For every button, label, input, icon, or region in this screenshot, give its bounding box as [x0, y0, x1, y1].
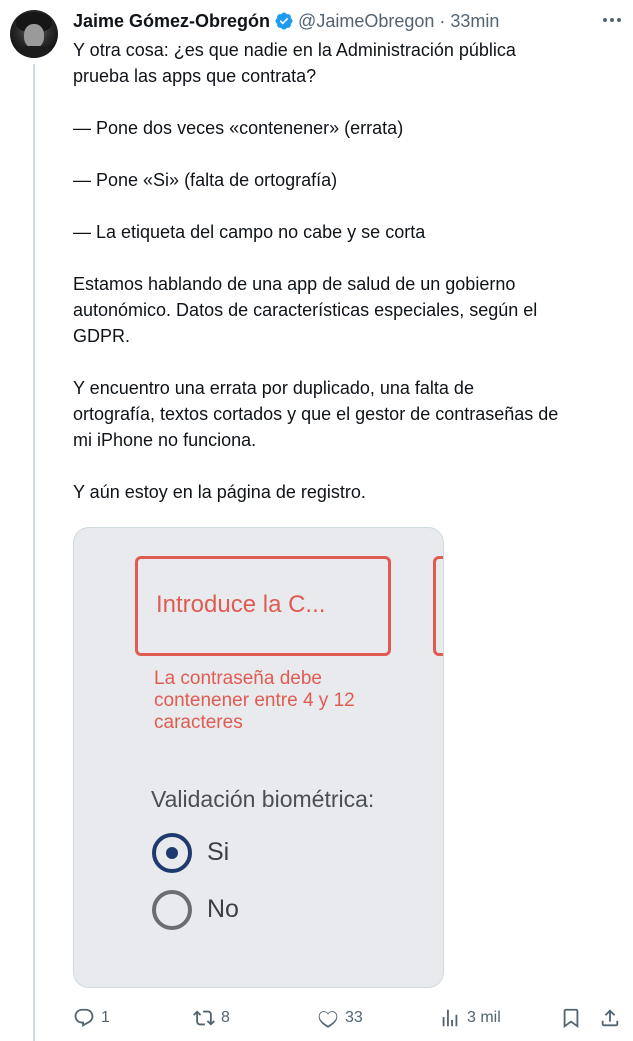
author-handle[interactable]: @JaimeObregon — [298, 10, 435, 31]
biometric-label: Validación biométrica: — [151, 786, 375, 812]
password-field — [135, 556, 391, 656]
share-icon — [599, 1007, 621, 1029]
tweet-media-image[interactable] — [73, 527, 444, 988]
tweet-paragraph: — Pone dos veces «contenener» (errata) — [73, 118, 404, 138]
like-count: 33 — [345, 1009, 363, 1026]
share-button[interactable] — [599, 1004, 621, 1032]
thread-line — [33, 64, 35, 1041]
tweet-header — [73, 10, 499, 32]
tweet-paragraph: — Pone «Si» (falta de ortografía) — [73, 170, 338, 190]
radio-no — [152, 890, 192, 930]
tweet-paragraph: Estamos hablando de una app de salud de un gobierno autonómico. Datos de características especiales, según el GDPR. — [73, 274, 538, 346]
views-count: 3 mil — [467, 1009, 501, 1026]
like-button[interactable] — [317, 1004, 363, 1032]
retweet-count: 8 — [221, 1009, 230, 1026]
avatar[interactable] — [10, 10, 58, 58]
author-name[interactable]: Jaime Gómez-Obregón — [73, 10, 271, 31]
tweet-time[interactable]: 33min — [450, 10, 500, 31]
tweet-paragraph: — La etiqueta del campo no cabe y se corta — [73, 222, 426, 242]
tweet-paragraph: Y aún estoy en la página de registro. — [73, 482, 366, 502]
views-button[interactable] — [439, 1004, 501, 1032]
radio-no-label: No — [207, 895, 239, 923]
cropped-field — [433, 556, 444, 656]
bookmark-icon — [560, 1007, 582, 1029]
more-horizontal-icon[interactable] — [600, 10, 624, 30]
reply-count: 1 — [101, 1009, 110, 1026]
separator-dot: · — [439, 10, 446, 31]
reply-icon — [73, 1007, 95, 1029]
tweet-actions — [73, 1004, 629, 1032]
password-field-placeholder: Introduce la C... — [156, 591, 326, 618]
radio-si — [152, 833, 192, 873]
heart-icon — [317, 1007, 339, 1029]
verified-badge-icon — [274, 11, 294, 31]
reply-button[interactable] — [73, 1004, 110, 1032]
tweet-paragraph: Y encuentro una errata por duplicado, una falta de ortografía, textos cortados y que el gestor de contraseñas de mi iPhone no funciona. — [73, 378, 559, 450]
analytics-icon — [439, 1007, 461, 1029]
retweet-icon — [193, 1007, 215, 1029]
retweet-button[interactable] — [193, 1004, 230, 1032]
tweet-paragraph: Y otra cosa: ¿es que nadie en la Administración pública prueba las apps que contrata? — [73, 40, 516, 86]
radio-si-label: Si — [207, 838, 230, 866]
password-error-message: La contraseña debe contenener entre 4 y 12 caracteres — [154, 668, 355, 733]
bookmark-button[interactable] — [560, 1004, 582, 1032]
tweet-text — [73, 37, 629, 505]
